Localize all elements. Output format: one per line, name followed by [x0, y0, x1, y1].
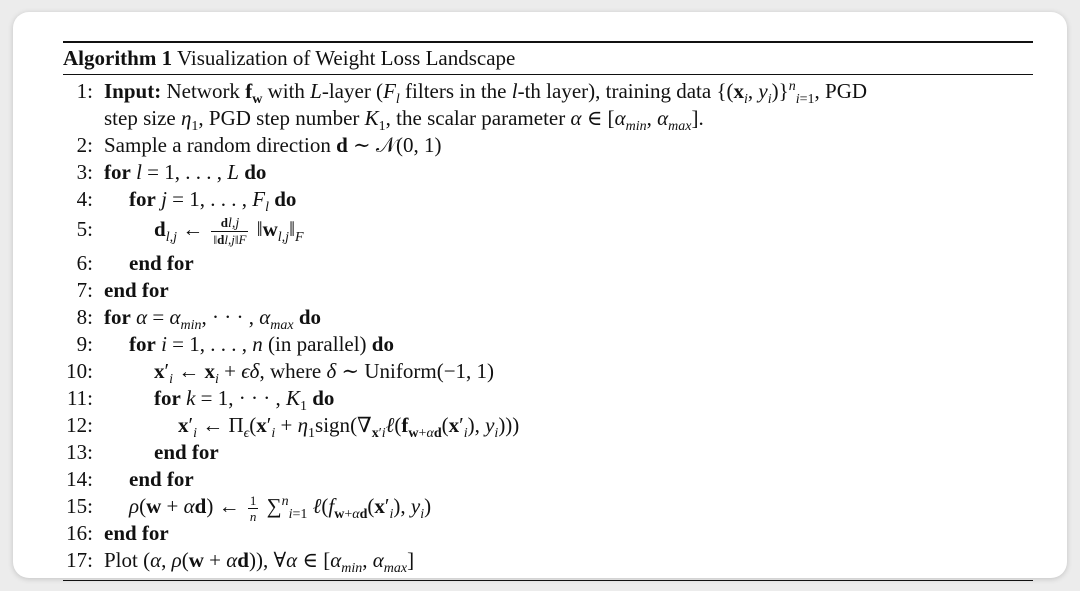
line-number: 17: — [66, 548, 93, 572]
line-text: $x'_i$ ← $\Pi_\epsilon(x'_i$ + $\eta_1sign(\nabla_{x'i}\ell(f_{w+\alpha d}(x'_i)$, $y_i$))) — [178, 413, 520, 442]
line-number: 13: — [66, 440, 93, 464]
line-number: 15: — [66, 494, 93, 518]
line-text: for j = 1, . . . , $F_l$ do — [129, 187, 297, 216]
algorithm-caption — [63, 44, 515, 72]
line-text: end for — [129, 251, 194, 275]
line-text: Sample a random direction d ∼ 𝒩(0, 1) — [104, 133, 442, 157]
line-text: end for — [104, 521, 169, 545]
line-text: Plot (α, ρ(w + αd)), ∀α ∈ [$\alpha_{min}$, $\alpha_{max}$] — [104, 548, 415, 577]
line-text: end for — [104, 278, 169, 302]
caption-rule — [63, 74, 1033, 75]
line-number: 9: — [76, 332, 93, 356]
algorithm-card — [13, 12, 1067, 578]
line-text: step size $\eta_1$, PGD step number $K_1$, the scalar parameter α ∈ [$\alpha_{min}$, $\alpha_{max}$]. — [104, 106, 704, 135]
top-rule — [63, 41, 1033, 43]
line-number: 1: — [76, 79, 93, 103]
line-number: 7: — [76, 278, 93, 302]
line-number: 8: — [76, 305, 93, 329]
line-text: for i = 1, . . . , n (in parallel) do — [129, 332, 394, 356]
bottom-rule — [63, 580, 1033, 581]
line-text: ρ(w + αd) ← $\frac{1}{n}$ ∑$^n_{i=1}$ $\ell(f_{w+\alpha d}(x'_i)$, $y_i$) — [129, 492, 432, 524]
line-number: 4: — [76, 187, 93, 211]
algorithm-label: Algorithm 1 — [63, 46, 173, 70]
line-number: 10: — [66, 359, 93, 383]
line-text: for l = 1, . . . , L do — [104, 160, 267, 184]
line-text: end for — [129, 467, 194, 491]
line-number: 2: — [76, 133, 93, 157]
line-text: end for — [154, 440, 219, 464]
line-number: 3: — [76, 160, 93, 184]
line-text: Input: Network $f_w$ with L-layer ($F_l$ filters in the l-th layer), training data {($x_i$, $y_i)\}^n_{i=1}$, PGD — [104, 79, 868, 108]
line-number: 6: — [76, 251, 93, 275]
line-text: for k = 1, · · · , $K_1$ do — [154, 386, 335, 415]
line-number: 12: — [66, 413, 93, 437]
line-number: 5: — [76, 217, 93, 241]
line-text: $d_{l,j}$ ← $\frac{dl,j}{‖dl,j‖F}$ $‖w_{l,j}‖_F$ — [154, 215, 304, 248]
line-text: for $\alpha = \alpha_{min}$, · · · , $\alpha_{max}$ do — [104, 305, 322, 334]
line-text: $x'_i$ ← $x_i + \epsilon\delta$, where δ ∼ Uniform(−1, 1) — [154, 359, 495, 388]
line-number: 14: — [66, 467, 93, 491]
line-number: 11: — [66, 386, 93, 410]
algorithm-title: Visualization of Weight Loss Landscape — [176, 46, 516, 70]
line-number: 16: — [66, 521, 93, 545]
